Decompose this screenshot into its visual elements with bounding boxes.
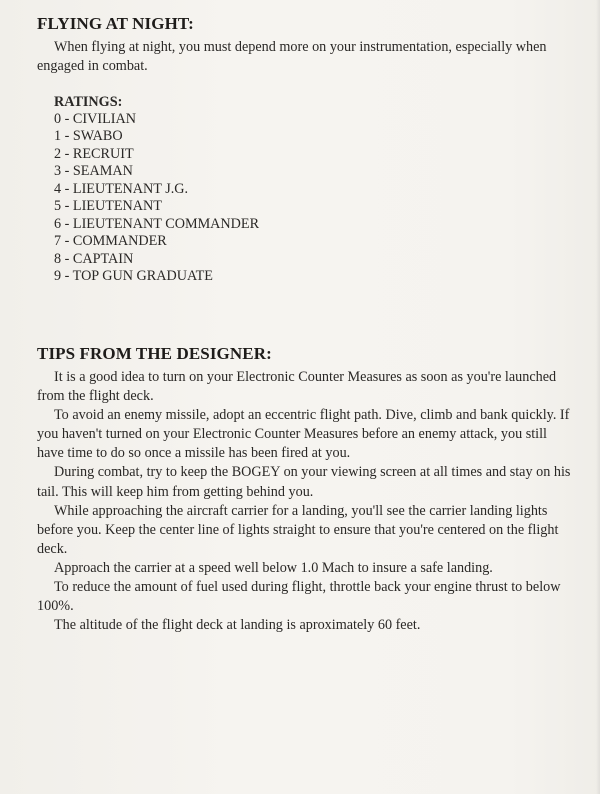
section-tips-from-designer [37,344,577,635]
rating-item: 5 - LIEUTENANT [54,198,162,215]
tip-paragraph: It is a good idea to turn on your Electronic Counter Measures as soon as you're launched from the flight deck. [37,369,557,405]
tip-paragraph: The altitude of the flight deck at landing is aproximately 60 feet. [54,617,421,634]
rating-item: 4 - LIEUTENANT J.G. [54,180,189,197]
rating-item: 1 - SWABO [54,128,123,145]
tip-paragraph: During combat, try to keep the BOGEY on your viewing screen at all times and stay on his tail. This will keep him from getting behind you. [37,464,571,500]
rating-item: 3 - SEAMAN [54,163,133,180]
tip-paragraph: To avoid an enemy missile, adopt an eccentric flight path. Dive, climb and bank quickly. If you haven't turned on your Electronic Counter Measures before an enemy attack, you still have time to do so once a missile has been fired at you. [37,407,570,462]
page-edge-shadow [596,0,600,794]
section-heading-flying-at-night: FLYING AT NIGHT: [37,14,194,33]
rating-item: 9 - TOP GUN GRADUATE [54,268,213,285]
rating-item: 2 - RECRUIT [54,145,134,162]
rating-item: 0 - CIVILIAN [54,110,136,127]
tip-paragraph: To reduce the amount of fuel used during flight, throttle back your engine thrust to below 100%. [37,579,561,615]
section-flying-at-night [37,14,577,286]
tip-paragraph: While approaching the aircraft carrier for a landing, you'll see the carrier landing lights before you. Keep the center line of lights straight to ensure that you're centered on the flight deck. [37,502,559,557]
night-paragraph: When flying at night, you must depend more on your instrumentation, especially when engaged in combat. [37,39,547,75]
rating-item: 8 - CAPTAIN [54,250,134,267]
ratings-list [54,93,577,286]
rating-item: 7 - COMMANDER [54,233,167,250]
section-heading-tips: TIPS FROM THE DESIGNER: [37,344,272,363]
rating-item: 6 - LIEUTENANT COMMANDER [54,215,260,232]
tip-paragraph: Approach the carrier at a speed well below 1.0 Mach to insure a safe landing. [54,559,493,576]
ratings-title: RATINGS: [54,93,123,110]
